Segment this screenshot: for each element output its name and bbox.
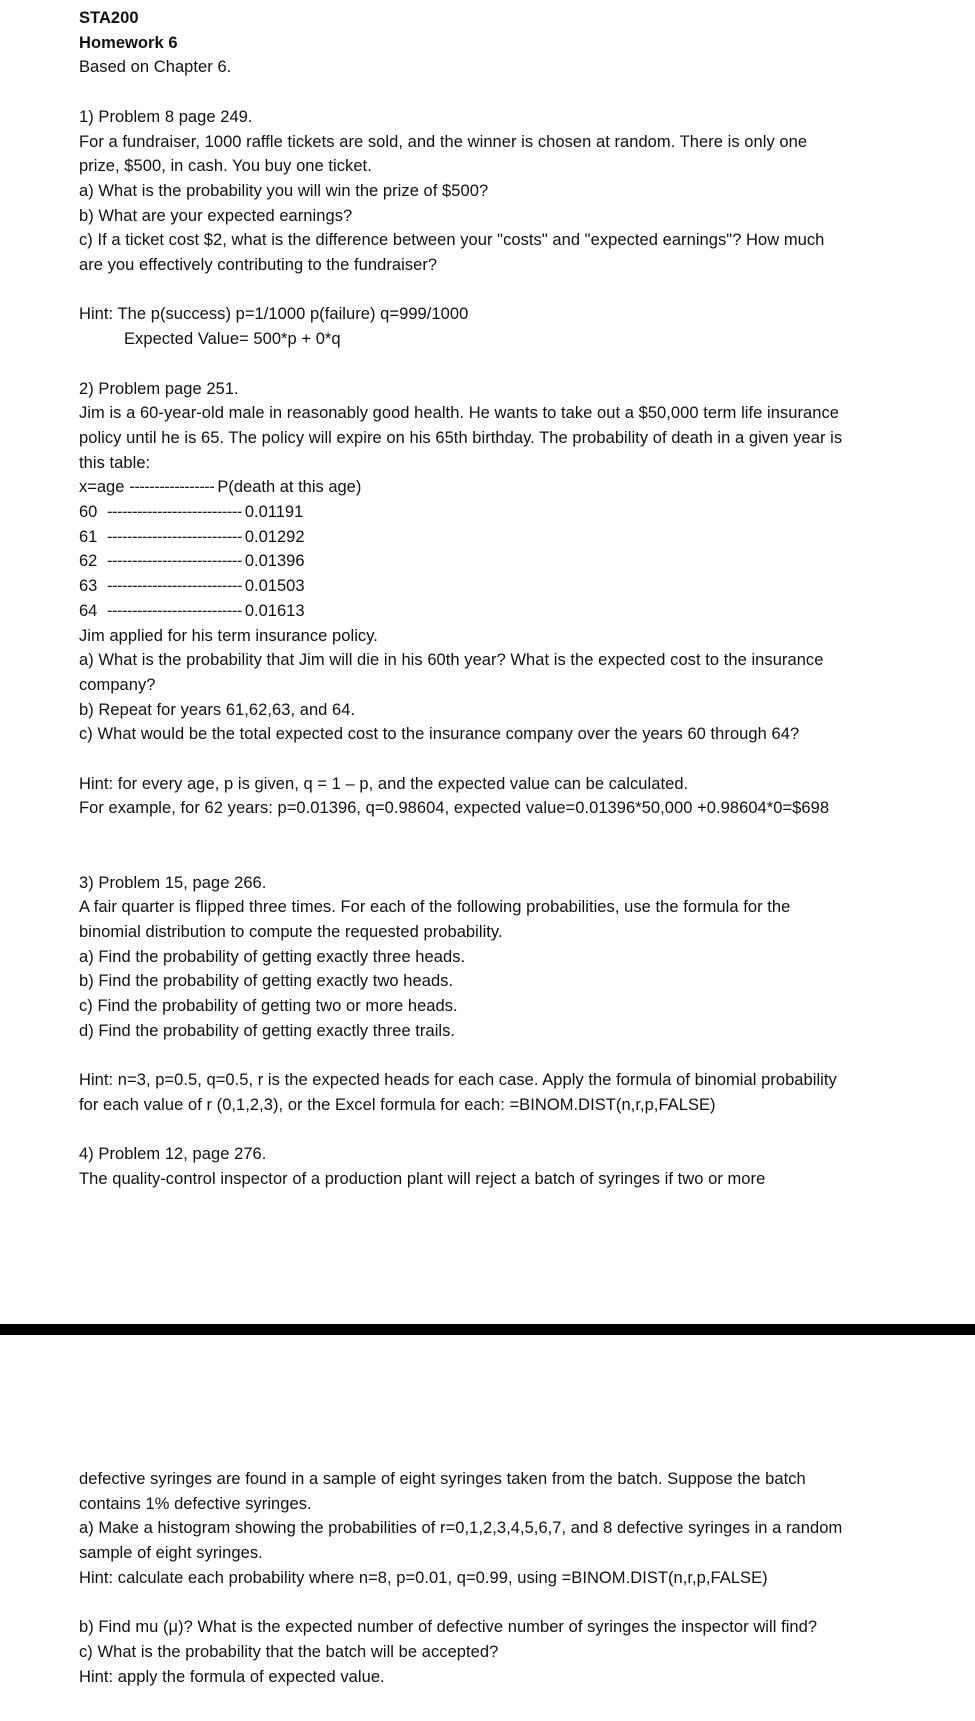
table-cell-dashes: --------------------------- xyxy=(107,503,242,522)
table-header-dashes: ----------------- xyxy=(129,478,215,497)
chapter-note: Based on Chapter 6. xyxy=(79,58,232,77)
table-cell-age: 60 xyxy=(79,503,98,522)
table-cell-dashes: --------------------------- xyxy=(107,601,242,620)
course-code: STA200 xyxy=(79,9,139,27)
table-cell-probability: 0.01191 xyxy=(244,503,304,522)
problem-4-question-a: a) Make a histogram showing the probabilities of r=0,1,2,3,4,5,6,7, and 8 defective syringes in a random xyxy=(79,1519,843,1538)
problem-1-question-c: c) If a ticket cost $2, what is the difference between your "costs" and "expected earnings"? How much xyxy=(79,231,825,250)
problem-1-hint-formula: Expected Value= 500*p + 0*q xyxy=(124,330,341,349)
page-break-bar xyxy=(0,1324,975,1335)
problem-1-line: For a fundraiser, 1000 raffle tickets are sold, and the winner is chosen at random. There is only one xyxy=(79,132,808,151)
table-cell-dashes: --------------------------- xyxy=(107,527,242,546)
problem-2-line: company? xyxy=(79,675,156,694)
table-cell-dashes: --------------------------- xyxy=(107,552,242,571)
problem-4-question-c: c) What is the probability that the batch will be accepted? xyxy=(79,1642,499,1661)
problem-4-line: defective syringes are found in a sample of eight syringes taken from the batch. Suppose the batch xyxy=(79,1470,806,1488)
problem-3-question-a: a) Find the probability of getting exactly three heads. xyxy=(79,947,466,966)
problem-4-start xyxy=(79,1142,945,1191)
table-cell-age: 63 xyxy=(79,577,98,596)
problem-3-line: binomial distribution to compute the requested probability. xyxy=(79,922,503,941)
problem-2-question-b: b) Repeat for years 61,62,63, and 64. xyxy=(79,700,356,719)
table-cell-probability: 0.01292 xyxy=(244,527,305,546)
problem-4-hint: Hint: calculate each probability where n=8, p=0.01, q=0.99, using =BINOM.DIST(n,r,p,FALSE) xyxy=(79,1568,768,1587)
problem-4-question-b: b) Find mu (μ)? What is the expected number of defective number of syringes the inspector will find? xyxy=(79,1618,818,1637)
problem-2-heading: 2) Problem page 251. xyxy=(79,379,239,398)
problem-4-hint: Hint: apply the formula of expected value. xyxy=(79,1667,385,1686)
homework-title: Homework 6 xyxy=(79,33,178,52)
problem-4-continued xyxy=(79,1467,945,1689)
problem-4-line: sample of eight syringes. xyxy=(79,1544,263,1563)
table-cell-age: 64 xyxy=(79,601,98,620)
problem-1-hint: Hint: The p(success) p=1/1000 p(failure) q=999/1000 xyxy=(79,305,469,324)
table-cell-probability: 0.01396 xyxy=(244,552,305,571)
problem-3-question-c: c) Find the probability of getting two or more heads. xyxy=(79,997,458,1016)
problem-3-hint: Hint: n=3, p=0.5, q=0.5, r is the expected heads for each case. Apply the formula of binomial probability xyxy=(79,1071,837,1090)
document-page-top xyxy=(0,6,975,1192)
death-probability-table xyxy=(79,475,945,623)
problem-2-question-a: a) What is the probability that Jim will die in his 60th year? What is the expected cost to the insurance xyxy=(79,651,824,670)
table-row xyxy=(79,525,945,550)
table-cell-probability: 0.01613 xyxy=(244,601,305,620)
problem-1-line: prize, $500, in cash. You buy one ticket. xyxy=(79,157,372,176)
problem-2-hint-example: For example, for 62 years: p=0.01396, q=0.98604, expected value=0.01396*50,000 +0.98604*0=$698 xyxy=(79,799,830,818)
problem-2-line: Jim is a 60-year-old male in reasonably good health. He wants to take out a $50,000 term life insurance xyxy=(79,404,839,423)
problem-2 xyxy=(79,377,945,822)
problem-1-question-b: b) What are your expected earnings? xyxy=(79,206,353,225)
problem-1-line: are you effectively contributing to the fundraiser? xyxy=(79,256,438,275)
table-row xyxy=(79,599,945,624)
problem-1-question-a: a) What is the probability you will win the prize of $500? xyxy=(79,181,489,200)
problem-2-line: this table: xyxy=(79,453,151,472)
problem-1-heading: 1) Problem 8 page 249. xyxy=(79,107,253,126)
problem-4-heading: 4) Problem 12, page 276. xyxy=(79,1145,267,1164)
table-row xyxy=(79,500,945,525)
problem-2-line: Jim applied for his term insurance policy. xyxy=(79,626,378,645)
document-page-bottom xyxy=(0,1467,975,1689)
problem-3 xyxy=(79,871,945,1118)
table-header-probability: P(death at this age) xyxy=(217,478,362,497)
problem-3-heading: 3) Problem 15, page 266. xyxy=(79,873,267,892)
problem-1 xyxy=(79,105,945,352)
table-cell-age: 61 xyxy=(79,527,98,546)
problem-2-line: policy until he is 65. The policy will expire on his 65th birthday. The probability of death in a given year is xyxy=(79,428,843,447)
problem-3-question-b: b) Find the probability of getting exactly two heads. xyxy=(79,972,454,991)
table-row xyxy=(79,549,945,574)
problem-2-hint: Hint: for every age, p is given, q = 1 – p, and the expected value can be calculated. xyxy=(79,774,689,793)
problem-3-question-d: d) Find the probability of getting exactly three trails. xyxy=(79,1021,456,1040)
problem-3-line: A fair quarter is flipped three times. For each of the following probabilities, use the formula for the xyxy=(79,898,791,917)
table-header-age: x=age xyxy=(79,478,125,497)
table-cell-probability: 0.01503 xyxy=(244,577,305,596)
table-cell-dashes: --------------------------- xyxy=(107,577,242,596)
table-header xyxy=(79,475,945,500)
problem-4-line: The quality-control inspector of a production plant will reject a batch of syringes if two or more xyxy=(79,1169,766,1188)
table-row xyxy=(79,574,945,599)
problem-4-line: contains 1% defective syringes. xyxy=(79,1494,312,1513)
table-cell-age: 62 xyxy=(79,552,98,571)
problem-3-hint: for each value of r (0,1,2,3), or the Excel formula for each: =BINOM.DIST(n,r,p,FALSE) xyxy=(79,1095,716,1114)
problem-2-question-c: c) What would be the total expected cost to the insurance company over the years 60 through 64? xyxy=(79,725,800,744)
